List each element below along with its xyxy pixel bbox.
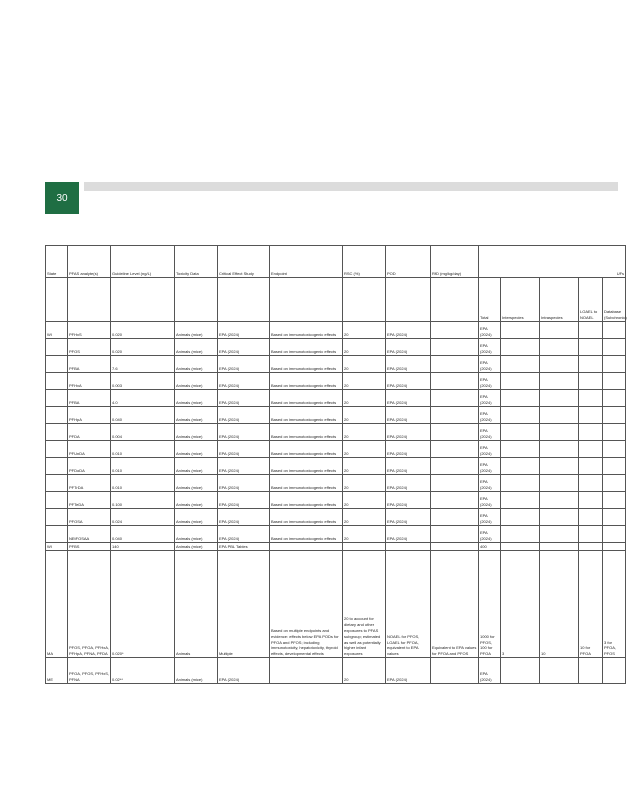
cell-empty bbox=[540, 441, 579, 458]
cell-pfas: PFOS bbox=[68, 339, 111, 356]
cell-rsc: 20 bbox=[343, 322, 386, 339]
cell-state bbox=[46, 441, 68, 458]
cell-endpoint: Based on immunotoxicogenic effects bbox=[270, 492, 343, 509]
cell-rfd bbox=[431, 526, 479, 543]
header-endpoint: Endpoint bbox=[270, 246, 343, 278]
cell-toxicity: Animals (mice) bbox=[175, 458, 218, 475]
cell-level: 140 bbox=[111, 543, 175, 551]
cell-rfd bbox=[431, 322, 479, 339]
cell-empty bbox=[579, 475, 603, 492]
page-number-badge: 30 bbox=[45, 182, 79, 214]
cell-level: 0.010 bbox=[111, 441, 175, 458]
cell-endpoint: Based on immunotoxicogenic effects bbox=[270, 458, 343, 475]
cell-empty bbox=[501, 356, 540, 373]
cell-rfd: Equivalent to EPA values for PFOA and PFOS bbox=[431, 551, 479, 658]
cell-pod: EPA (2024) bbox=[386, 509, 431, 526]
cell-empty bbox=[431, 658, 479, 684]
table-header-row bbox=[46, 246, 626, 278]
cell-rfd bbox=[431, 441, 479, 458]
table-row bbox=[46, 458, 626, 475]
cell-empty bbox=[579, 339, 603, 356]
cell-study: EPA (2024) bbox=[218, 526, 270, 543]
table-row bbox=[46, 551, 626, 658]
cell-uf-loael: 10 for PFOA bbox=[579, 551, 603, 658]
table-subheader-row bbox=[46, 278, 626, 322]
uf-interspecies-header: Interspecies bbox=[501, 278, 540, 322]
cell-empty bbox=[540, 492, 579, 509]
cell-toxicity: Animals (mice) bbox=[175, 658, 218, 684]
cell-empty bbox=[579, 407, 603, 424]
cell-empty bbox=[579, 543, 603, 551]
cell-empty bbox=[540, 543, 579, 551]
cell-study: EPA (2024) bbox=[218, 356, 270, 373]
header-toxicity: Toxicity Data bbox=[175, 246, 218, 278]
cell-uf-total: EPA (2024) bbox=[479, 390, 501, 407]
cell-empty bbox=[501, 407, 540, 424]
cell-rsc: 20 bbox=[343, 356, 386, 373]
cell-rsc: 20 bbox=[343, 492, 386, 509]
cell-pod: EPA (2024) bbox=[386, 475, 431, 492]
cell-empty bbox=[540, 407, 579, 424]
cell-endpoint: Based on immunotoxicogenic effects bbox=[270, 526, 343, 543]
cell-uf-database: 3 for PFOA, PFOS bbox=[603, 551, 626, 658]
cell-uf-interspecies: 3 bbox=[501, 551, 540, 658]
cell-empty bbox=[603, 356, 626, 373]
cell-uf-total: EPA (2024) bbox=[479, 407, 501, 424]
cell-pfas: PFTrDA bbox=[68, 475, 111, 492]
cell-pfas: PFTeDA bbox=[68, 492, 111, 509]
cell-toxicity: Animals (mice) bbox=[175, 373, 218, 390]
cell-empty bbox=[540, 390, 579, 407]
cell-state bbox=[46, 526, 68, 543]
header-rsc: RSC (%) bbox=[343, 246, 386, 278]
table-row bbox=[46, 373, 626, 390]
cell-endpoint: Based on immunotoxicogenic effects bbox=[270, 424, 343, 441]
cell-pod: EPA (2024) bbox=[386, 658, 431, 684]
cell-level: 0.040 bbox=[111, 526, 175, 543]
cell-empty bbox=[579, 526, 603, 543]
table-row bbox=[46, 407, 626, 424]
cell-empty bbox=[270, 543, 343, 551]
cell-endpoint: Based on immunotoxicogenic effects bbox=[270, 356, 343, 373]
cell-empty bbox=[540, 475, 579, 492]
cell-empty bbox=[501, 339, 540, 356]
cell-study: EPA (2024) bbox=[218, 475, 270, 492]
cell-endpoint: Based on immunotoxicogenic effects bbox=[270, 322, 343, 339]
cell-level: 0.004 bbox=[111, 424, 175, 441]
cell-study: Multiple bbox=[218, 551, 270, 658]
cell-empty bbox=[579, 658, 603, 684]
cell-state bbox=[46, 458, 68, 475]
cell-empty bbox=[270, 658, 343, 684]
cell-study: EPA (2024) bbox=[218, 658, 270, 684]
cell-rfd bbox=[431, 373, 479, 390]
cell-uf-total: EPA (2024) bbox=[479, 492, 501, 509]
cell-empty bbox=[501, 441, 540, 458]
table-row bbox=[46, 339, 626, 356]
header-bar bbox=[84, 182, 618, 191]
cell-level: 0.020 bbox=[111, 322, 175, 339]
header-pfas: PFAS analyte(s) bbox=[68, 246, 111, 278]
cell-level: 7.6 bbox=[111, 356, 175, 373]
cell-state: WI bbox=[46, 543, 68, 551]
cell-pod: EPA (2024) bbox=[386, 424, 431, 441]
table-row bbox=[46, 356, 626, 373]
cell-uf-total: EPA (2024) bbox=[479, 339, 501, 356]
cell-empty bbox=[501, 658, 540, 684]
cell-rsc: 20 bbox=[343, 390, 386, 407]
cell-rsc: 20 bbox=[343, 475, 386, 492]
cell-toxicity: Animals (mice) bbox=[175, 526, 218, 543]
cell-empty bbox=[603, 475, 626, 492]
cell-empty bbox=[343, 543, 386, 551]
cell-state bbox=[46, 373, 68, 390]
cell-study: EPA (2024) bbox=[218, 373, 270, 390]
cell-toxicity: Animals (mice) bbox=[175, 475, 218, 492]
cell-empty bbox=[603, 373, 626, 390]
cell-empty bbox=[540, 526, 579, 543]
cell-pfas: PFBA bbox=[68, 356, 111, 373]
cell-empty bbox=[386, 543, 431, 551]
table-row bbox=[46, 658, 626, 684]
cell-empty bbox=[540, 658, 579, 684]
cell-empty bbox=[540, 322, 579, 339]
cell-toxicity: Animals bbox=[175, 551, 218, 658]
cell-pfas: NEtFOSAA bbox=[68, 526, 111, 543]
cell-uf-intraspecies: 10 bbox=[540, 551, 579, 658]
cell-rsc: 20 bbox=[343, 424, 386, 441]
cell-study: EPA (2024) bbox=[218, 509, 270, 526]
cell-pod: EPA (2024) bbox=[386, 322, 431, 339]
cell-rfd bbox=[431, 492, 479, 509]
cell-rsc: 20 bbox=[343, 509, 386, 526]
cell-endpoint: Based on immunotoxicogenic effects bbox=[270, 407, 343, 424]
cell-empty bbox=[540, 424, 579, 441]
cell-pfas: PFUnDA bbox=[68, 441, 111, 458]
cell-pfas: PFOSA bbox=[68, 509, 111, 526]
cell-state: WI bbox=[46, 322, 68, 339]
cell-endpoint: Based on immunotoxicogenic effects bbox=[270, 475, 343, 492]
cell-pod: EPA (2024) bbox=[386, 458, 431, 475]
cell-toxicity: Animals (mice) bbox=[175, 390, 218, 407]
cell-endpoint: Based on immunotoxicogenic effects bbox=[270, 509, 343, 526]
cell-pod: EPA (2024) bbox=[386, 407, 431, 424]
cell-empty bbox=[579, 322, 603, 339]
cell-pod: EPA (2024) bbox=[386, 339, 431, 356]
cell-study: EPA (2024) bbox=[218, 424, 270, 441]
cell-empty bbox=[501, 543, 540, 551]
cell-state: ME bbox=[46, 658, 68, 684]
cell-empty bbox=[603, 441, 626, 458]
table-row bbox=[46, 509, 626, 526]
header-critical-study: Critical Effect Study bbox=[218, 246, 270, 278]
cell-endpoint: Based on immunotoxicogenic effects bbox=[270, 390, 343, 407]
uf-database-header: Database (Subchronic) bbox=[603, 278, 626, 322]
uf-loael-header: LOAEL to NOAEL bbox=[579, 278, 603, 322]
header-rfd: RfD (mg/kg/day) bbox=[431, 246, 479, 278]
cell-state bbox=[46, 424, 68, 441]
cell-pod: EPA (2024) bbox=[386, 373, 431, 390]
cell-study: EPA (2024) bbox=[218, 390, 270, 407]
cell-rfd bbox=[431, 407, 479, 424]
cell-empty bbox=[501, 458, 540, 475]
cell-pod: EPA (2024) bbox=[386, 492, 431, 509]
cell-empty bbox=[603, 424, 626, 441]
cell-rsc: 20 bbox=[343, 407, 386, 424]
cell-toxicity: Animals (mice) bbox=[175, 424, 218, 441]
cell-pfas: PFBS bbox=[68, 543, 111, 551]
cell-level: 0.100 bbox=[111, 492, 175, 509]
cell-rsc: 20 bbox=[343, 441, 386, 458]
cell-empty bbox=[540, 356, 579, 373]
cell-rfd bbox=[431, 509, 479, 526]
cell-toxicity: Animals (mice) bbox=[175, 339, 218, 356]
cell-level: 0.020* bbox=[111, 551, 175, 658]
cell-study: EPA (2024) bbox=[218, 322, 270, 339]
cell-empty bbox=[603, 543, 626, 551]
cell-toxicity: Animals (mice) bbox=[175, 322, 218, 339]
cell-empty bbox=[540, 458, 579, 475]
cell-uf-total: EPA (2024) bbox=[479, 322, 501, 339]
table-row bbox=[46, 475, 626, 492]
cell-study: EPA (2024) bbox=[218, 458, 270, 475]
cell-study: EPA (2024) bbox=[218, 339, 270, 356]
cell-uf-total: EPA (2024) bbox=[479, 424, 501, 441]
cell-state bbox=[46, 475, 68, 492]
cell-uf-total: EPA (2024) bbox=[479, 509, 501, 526]
cell-level: 0.020 bbox=[111, 339, 175, 356]
cell-empty bbox=[540, 373, 579, 390]
cell-empty bbox=[603, 322, 626, 339]
cell-state bbox=[46, 492, 68, 509]
cell-level: 0.010 bbox=[111, 458, 175, 475]
cell-empty bbox=[579, 373, 603, 390]
cell-study: EPA PBL Tables bbox=[218, 543, 270, 551]
cell-empty bbox=[579, 492, 603, 509]
cell-level: 0.010 bbox=[111, 475, 175, 492]
cell-endpoint: Based on immunotoxicogenic effects bbox=[270, 339, 343, 356]
cell-empty bbox=[501, 475, 540, 492]
cell-empty bbox=[603, 339, 626, 356]
cell-state bbox=[46, 509, 68, 526]
cell-empty bbox=[431, 543, 479, 551]
cell-pfas: PFOA, PFOS, PFHxS, PFNA bbox=[68, 658, 111, 684]
cell-level: 0.003 bbox=[111, 373, 175, 390]
cell-empty bbox=[501, 390, 540, 407]
cell-pfas: PFHxA bbox=[68, 373, 111, 390]
cell-empty bbox=[603, 526, 626, 543]
cell-empty bbox=[540, 339, 579, 356]
header-ufs: UFs bbox=[479, 246, 626, 278]
table-row bbox=[46, 441, 626, 458]
cell-endpoint: Based on immunotoxicogenic effects bbox=[270, 441, 343, 458]
cell-toxicity: Animals (mice) bbox=[175, 492, 218, 509]
cell-uf-total: EPA (2024) bbox=[479, 475, 501, 492]
header-guideline: Guideline Level (ng/L) bbox=[111, 246, 175, 278]
cell-empty bbox=[603, 509, 626, 526]
cell-rfd bbox=[431, 424, 479, 441]
cell-pod: NOAEL for PFOS, LOAEL for PFOA, equivalent to EPA values bbox=[386, 551, 431, 658]
cell-empty bbox=[501, 373, 540, 390]
cell-toxicity: Animals (mice) bbox=[175, 356, 218, 373]
cell-empty bbox=[501, 492, 540, 509]
cell-rfd bbox=[431, 458, 479, 475]
cell-level: 0.02** bbox=[111, 658, 175, 684]
cell-uf-total: EPA (2024) bbox=[479, 526, 501, 543]
cell-pfas: PFOS, PFOA, PFHxA, PFHpA, PFNA, PFDA bbox=[68, 551, 111, 658]
cell-study: EPA (2024) bbox=[218, 441, 270, 458]
table-row bbox=[46, 390, 626, 407]
header-pod: POD bbox=[386, 246, 431, 278]
cell-uf-total: EPA (2024) bbox=[479, 458, 501, 475]
cell-empty bbox=[579, 424, 603, 441]
cell-state bbox=[46, 407, 68, 424]
header-state: State bbox=[46, 246, 68, 278]
table-row bbox=[46, 424, 626, 441]
cell-empty bbox=[603, 658, 626, 684]
cell-study: EPA (2024) bbox=[218, 492, 270, 509]
cell-pfas: PFHxS bbox=[68, 322, 111, 339]
cell-rsc: 20 bbox=[343, 339, 386, 356]
uf-intraspecies-header: Intraspecies bbox=[540, 278, 579, 322]
cell-toxicity: Animals (mice) bbox=[175, 509, 218, 526]
cell-empty bbox=[501, 322, 540, 339]
cell-pfas: PFBA bbox=[68, 390, 111, 407]
cell-uf-total: 1000 for PFOS, 100 for PFOA bbox=[479, 551, 501, 658]
cell-rfd bbox=[431, 475, 479, 492]
cell-toxicity: Animals (mice) bbox=[175, 407, 218, 424]
cell-uf-total: 400 bbox=[479, 543, 501, 551]
cell-uf-total: EPA (2024) bbox=[479, 373, 501, 390]
pfas-guideline-table bbox=[45, 245, 626, 684]
cell-state bbox=[46, 356, 68, 373]
cell-uf-total: EPA (2024) bbox=[479, 658, 501, 684]
cell-empty bbox=[603, 492, 626, 509]
cell-endpoint: Based on immunotoxicogenic effects bbox=[270, 373, 343, 390]
cell-state bbox=[46, 390, 68, 407]
cell-state bbox=[46, 339, 68, 356]
cell-rsc: 20 bbox=[343, 373, 386, 390]
cell-rfd bbox=[431, 339, 479, 356]
table-row bbox=[46, 543, 626, 551]
table-row bbox=[46, 492, 626, 509]
cell-level: 0.040 bbox=[111, 407, 175, 424]
cell-empty bbox=[501, 424, 540, 441]
cell-pfas: PFDA bbox=[68, 424, 111, 441]
cell-rsc: 20 bbox=[343, 526, 386, 543]
cell-rfd bbox=[431, 356, 479, 373]
cell-rsc: 20 bbox=[343, 658, 386, 684]
cell-empty bbox=[501, 526, 540, 543]
cell-empty bbox=[501, 509, 540, 526]
cell-rsc: 20 to account for dietary and other exposures to PFAS subgroup; estimated as well as potentially higher infant exposures bbox=[343, 551, 386, 658]
cell-uf-total: EPA (2024) bbox=[479, 356, 501, 373]
cell-state: MA bbox=[46, 551, 68, 658]
cell-pod: EPA (2024) bbox=[386, 526, 431, 543]
cell-rfd bbox=[431, 390, 479, 407]
cell-empty bbox=[540, 509, 579, 526]
cell-pod: EPA (2024) bbox=[386, 390, 431, 407]
cell-empty bbox=[603, 407, 626, 424]
cell-toxicity: Animals (mice) bbox=[175, 441, 218, 458]
uf-total-header: Total bbox=[479, 278, 501, 322]
cell-empty bbox=[579, 390, 603, 407]
cell-empty bbox=[603, 390, 626, 407]
cell-pfas: PFHpA bbox=[68, 407, 111, 424]
cell-empty bbox=[579, 441, 603, 458]
cell-empty bbox=[579, 356, 603, 373]
cell-pod: EPA (2024) bbox=[386, 356, 431, 373]
cell-rsc: 20 bbox=[343, 458, 386, 475]
table-row bbox=[46, 322, 626, 339]
cell-empty bbox=[603, 458, 626, 475]
cell-toxicity: Animals (mice) bbox=[175, 543, 218, 551]
cell-endpoint: Based on multiple endpoints and evidence: effects below EPA PODs for PFOA and PFOS; including immunotoxicity, hepatotoxicity, thyroid effects, developmental effects bbox=[270, 551, 343, 658]
cell-pod: EPA (2024) bbox=[386, 441, 431, 458]
cell-study: EPA (2024) bbox=[218, 407, 270, 424]
cell-empty bbox=[579, 458, 603, 475]
cell-uf-total: EPA (2024) bbox=[479, 441, 501, 458]
cell-level: 0.024 bbox=[111, 509, 175, 526]
cell-pfas: PFDoDA bbox=[68, 458, 111, 475]
table-row bbox=[46, 526, 626, 543]
cell-level: 4.0 bbox=[111, 390, 175, 407]
cell-empty bbox=[579, 509, 603, 526]
